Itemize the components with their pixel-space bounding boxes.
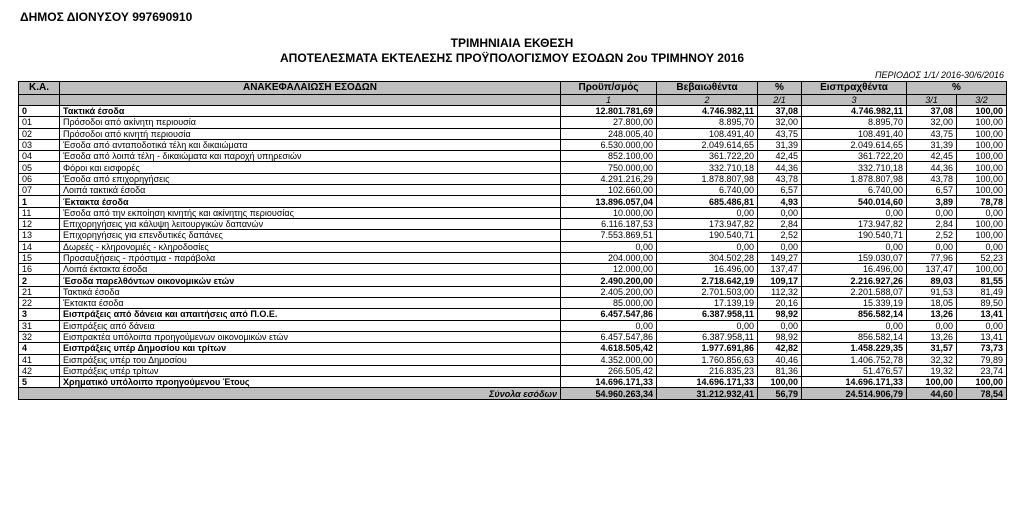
cell-pct-2-1: 109,17 [758, 275, 802, 286]
cell-pct-3-2: 100,00 [957, 162, 1007, 173]
cell-pct-3-1: 0,00 [907, 241, 957, 252]
cell-collected: 159.030,07 [802, 252, 907, 263]
cell-pct-3-1: 3,89 [907, 196, 957, 207]
cell-pct-2-1: 0,00 [758, 241, 802, 252]
cell-pct-3-2: 100,00 [957, 185, 1007, 196]
cell-pct-3-2: 13,41 [957, 309, 1007, 320]
cell-pct-2-1: 42,45 [758, 151, 802, 162]
cell-budget: 2.490.200,00 [561, 275, 657, 286]
cell-pct-3-1: 0,00 [907, 207, 957, 218]
cell-pct-3-1: 13,26 [907, 309, 957, 320]
cell-ka: 2 [19, 275, 60, 286]
table-row [19, 230, 1007, 241]
cell-ka: 3 [19, 309, 60, 320]
cell-certified: 0,00 [657, 207, 758, 218]
col-header-collected: Εισπραχθέντα [802, 82, 907, 95]
cell-ka: 1 [19, 196, 60, 207]
cell-pct-2-1: 4,93 [758, 196, 802, 207]
cell-description: Προσαυξήσεις - πρόστιμα - παράβολα [60, 252, 561, 263]
cell-certified: 2.049.614,65 [657, 139, 758, 150]
report-period: ΠΕΡΙΟΔΟΣ 1/1/ 2016-30/6/2016 [875, 70, 1004, 80]
cell-pct-3-2: 100,00 [957, 128, 1007, 139]
cell-certified: 1.760.856,63 [657, 354, 758, 365]
cell-certified: 108.491,40 [657, 128, 758, 139]
cell-collected: 540.014,60 [802, 196, 907, 207]
cell-pct-2-1: 112,32 [758, 286, 802, 297]
cell-description: Πρόσοδοι από ακίνητη περιουσία [60, 117, 561, 128]
cell-ka: 01 [19, 117, 60, 128]
cell-budget: 6.116.187,53 [561, 218, 657, 229]
table-row [19, 185, 1007, 196]
cell-description: Εισπράξεις από δάνεια και απαιτήσεις από Π.Ο.Ε. [60, 309, 561, 320]
cell-certified: 6.387.958,11 [657, 309, 758, 320]
cell-pct-3-2: 100,00 [957, 139, 1007, 150]
cell-description: Εισπράξεις υπέρ τρίτων [60, 365, 561, 376]
cell-certified: 6.387.958,11 [657, 331, 758, 342]
col-header-description: ΑΝΑΚΕΦΑΛΑΙΩΣΗ ΕΣΟΔΩΝ [60, 82, 561, 95]
cell-pct-3-2: 100,00 [957, 230, 1007, 241]
cell-collected: 8.895,70 [802, 117, 907, 128]
cell-pct-3-2: 0,00 [957, 241, 1007, 252]
cell-pct-3-1: 31,39 [907, 139, 957, 150]
cell-pct-3-2: 100,00 [957, 377, 1007, 388]
cell-description: Έσοδα από ανταποδοτικά τέλη και δικαιώματα [60, 139, 561, 150]
cell-pct-2-1: 31,39 [758, 139, 802, 150]
cell-certified: 1.878.807,98 [657, 173, 758, 184]
cell-certified: 0,00 [657, 320, 758, 331]
table-row [19, 117, 1007, 128]
table-body [19, 106, 1007, 388]
cell-pct-2-1: 40,46 [758, 354, 802, 365]
cell-pct-3-1: 43,75 [907, 128, 957, 139]
cell-budget: 852.100,00 [561, 151, 657, 162]
cell-pct-3-2: 89,50 [957, 298, 1007, 309]
cell-pct-3-1: 91,53 [907, 286, 957, 297]
cell-certified: 173.947,82 [657, 218, 758, 229]
cell-pct-3-1: 89,03 [907, 275, 957, 286]
cell-pct-2-1: 20,16 [758, 298, 802, 309]
cell-pct-3-1: 31,57 [907, 343, 957, 354]
totals-certified: 31.212.932,41 [657, 388, 758, 399]
table-row [19, 320, 1007, 331]
cell-ka: 41 [19, 354, 60, 365]
subheader-certified: 2 [657, 95, 758, 106]
cell-budget: 12.801.781,69 [561, 106, 657, 117]
cell-ka: 12 [19, 218, 60, 229]
revenue-table [18, 81, 1007, 400]
cell-description: Λοιπά τακτικά έσοδα [60, 185, 561, 196]
cell-pct-2-1: 2,84 [758, 218, 802, 229]
cell-description: Έσοδα από την εκποίηση κινητής και ακίνητης περιουσίας [60, 207, 561, 218]
cell-pct-3-2: 23,74 [957, 365, 1007, 376]
cell-ka: 11 [19, 207, 60, 218]
table-row [19, 196, 1007, 207]
cell-certified: 685.486,81 [657, 196, 758, 207]
cell-budget: 85.000,00 [561, 298, 657, 309]
cell-collected: 51.476,57 [802, 365, 907, 376]
cell-pct-3-2: 100,00 [957, 264, 1007, 275]
totals-budget: 54.960.263,34 [561, 388, 657, 399]
cell-collected: 15.339,19 [802, 298, 907, 309]
subheader-budget: 1 [561, 95, 657, 106]
cell-pct-3-1: 137,47 [907, 264, 957, 275]
cell-budget: 750.000,00 [561, 162, 657, 173]
cell-pct-3-1: 43,78 [907, 173, 957, 184]
cell-budget: 4.352.000,00 [561, 354, 657, 365]
table-row [19, 264, 1007, 275]
cell-budget: 6.530.000,00 [561, 139, 657, 150]
totals-row [19, 388, 1007, 399]
cell-budget: 4.291.216,29 [561, 173, 657, 184]
cell-ka: 15 [19, 252, 60, 263]
cell-description: Δωρεές - κληρονομιές - κληροδοσίες [60, 241, 561, 252]
cell-collected: 361.722,20 [802, 151, 907, 162]
cell-ka: 5 [19, 377, 60, 388]
subheader-collected: 3 [802, 95, 907, 106]
table-row [19, 241, 1007, 252]
table-row [19, 162, 1007, 173]
cell-budget: 2.405.200,00 [561, 286, 657, 297]
cell-pct-2-1: 44,36 [758, 162, 802, 173]
cell-ka: 06 [19, 173, 60, 184]
totals-pct-3-2: 78,54 [957, 388, 1007, 399]
cell-ka: 16 [19, 264, 60, 275]
cell-description: Πρόσοδοι από κινητή περιουσία [60, 128, 561, 139]
cell-certified: 17.139,19 [657, 298, 758, 309]
cell-pct-2-1: 100,00 [758, 377, 802, 388]
cell-pct-3-1: 42,45 [907, 151, 957, 162]
cell-collected: 1.406.752,78 [802, 354, 907, 365]
table-row [19, 343, 1007, 354]
cell-collected: 2.049.614,65 [802, 139, 907, 150]
col-header-pct2: % [907, 82, 1007, 95]
cell-certified: 2.701.503,00 [657, 286, 758, 297]
cell-budget: 248.005,40 [561, 128, 657, 139]
cell-ka: 02 [19, 128, 60, 139]
cell-pct-2-1: 43,75 [758, 128, 802, 139]
cell-pct-3-1: 32,00 [907, 117, 957, 128]
cell-budget: 12.000,00 [561, 264, 657, 275]
cell-description: Έκτακτα έσοδα [60, 196, 561, 207]
cell-pct-2-1: 32,00 [758, 117, 802, 128]
cell-collected: 4.746.982,11 [802, 106, 907, 117]
cell-pct-3-1: 32,32 [907, 354, 957, 365]
cell-pct-2-1: 43,78 [758, 173, 802, 184]
cell-pct-2-1: 42,82 [758, 343, 802, 354]
cell-budget: 204.000,00 [561, 252, 657, 263]
cell-pct-3-2: 100,00 [957, 218, 1007, 229]
cell-pct-2-1: 81,36 [758, 365, 802, 376]
cell-certified: 16.496,00 [657, 264, 758, 275]
cell-budget: 0,00 [561, 320, 657, 331]
cell-pct-3-2: 0,00 [957, 207, 1007, 218]
table-row [19, 151, 1007, 162]
cell-pct-3-1: 2,84 [907, 218, 957, 229]
cell-pct-3-1: 2,52 [907, 230, 957, 241]
cell-pct-3-2: 13,41 [957, 331, 1007, 342]
cell-pct-2-1: 6,57 [758, 185, 802, 196]
table-row [19, 252, 1007, 263]
cell-pct-3-2: 73,73 [957, 343, 1007, 354]
cell-ka: 0 [19, 106, 60, 117]
cell-collected: 173.947,82 [802, 218, 907, 229]
cell-description: Εισπρακτέα υπόλοιπα προηγούμενων οικονομικών ετών [60, 331, 561, 342]
cell-pct-3-1: 0,00 [907, 320, 957, 331]
table-row [19, 139, 1007, 150]
cell-description: Εισπράξεις από δάνεια [60, 320, 561, 331]
report-title: ΤΡΙΜΗΝΙΑΙΑ ΕΚΘΕΣΗ [450, 36, 574, 50]
cell-ka: 05 [19, 162, 60, 173]
cell-description: Έκτακτα έσοδα [60, 298, 561, 309]
totals-pct-3-1: 44,60 [907, 388, 957, 399]
totals-pct-2-1: 56,79 [758, 388, 802, 399]
col-header-pct1: % [758, 82, 802, 95]
table-row [19, 218, 1007, 229]
table-row [19, 275, 1007, 286]
cell-collected: 856.582,14 [802, 331, 907, 342]
cell-collected: 1.458.229,35 [802, 343, 907, 354]
cell-certified: 361.722,20 [657, 151, 758, 162]
cell-collected: 2.201.588,07 [802, 286, 907, 297]
cell-ka: 14 [19, 241, 60, 252]
cell-pct-2-1: 98,92 [758, 331, 802, 342]
cell-certified: 14.696.171,33 [657, 377, 758, 388]
subheader-blank [60, 95, 561, 106]
report-subtitle: ΑΠΟΤΕΛΕΣΜΑΤΑ ΕΚΤΕΛΕΣΗΣ ΠΡΟΫΠΟΛΟΓΙΣΜΟΥ ΕΣΟΔΩΝ 2ου ΤΡΙΜΗΝΟΥ 2016 [280, 51, 744, 65]
cell-pct-3-2: 79,89 [957, 354, 1007, 365]
cell-pct-3-2: 52,23 [957, 252, 1007, 263]
col-header-budget: Προϋπ/σμός [561, 82, 657, 95]
cell-pct-3-2: 100,00 [957, 106, 1007, 117]
cell-pct-3-1: 100,00 [907, 377, 957, 388]
cell-budget: 7.553.869,51 [561, 230, 657, 241]
col-header-certified: Βεβαιωθέντα [657, 82, 758, 95]
cell-budget: 6.457.547,86 [561, 309, 657, 320]
cell-pct-3-2: 81,49 [957, 286, 1007, 297]
cell-pct-2-1: 137,47 [758, 264, 802, 275]
cell-budget: 27.800,00 [561, 117, 657, 128]
cell-pct-3-1: 18,05 [907, 298, 957, 309]
cell-budget: 102.660,00 [561, 185, 657, 196]
cell-budget: 4.618.505,42 [561, 343, 657, 354]
subheader-pct1: 2/1 [758, 95, 802, 106]
cell-pct-3-2: 100,00 [957, 173, 1007, 184]
cell-description: Έσοδα από λοιπά τέλη - δικαιώματα και παροχή υπηρεσιών [60, 151, 561, 162]
cell-collected: 0,00 [802, 320, 907, 331]
cell-certified: 2.718.642,19 [657, 275, 758, 286]
totals-label: Σύνολα εσόδων [19, 388, 561, 399]
cell-pct-2-1: 0,00 [758, 320, 802, 331]
organization-name: ΔΗΜΟΣ ΔΙΟΝΥΣΟΥ 997690910 [20, 10, 193, 24]
cell-pct-3-2: 78,78 [957, 196, 1007, 207]
cell-certified: 1.977.691,86 [657, 343, 758, 354]
cell-collected: 190.540,71 [802, 230, 907, 241]
cell-pct-3-2: 0,00 [957, 320, 1007, 331]
cell-ka: 22 [19, 298, 60, 309]
cell-certified: 190.540,71 [657, 230, 758, 241]
cell-description: Χρηματικό υπόλοιπο προηγούμενου Έτους [60, 377, 561, 388]
cell-pct-3-1: 19,32 [907, 365, 957, 376]
cell-description: Φόροι και εισφορές [60, 162, 561, 173]
table-row [19, 331, 1007, 342]
totals-collected: 24.514.906,79 [802, 388, 907, 399]
cell-description: Επιχορηγήσεις για κάλυψη λειτουργικών δαπανών [60, 218, 561, 229]
cell-pct-3-1: 44,36 [907, 162, 957, 173]
cell-ka: 32 [19, 331, 60, 342]
cell-pct-2-1: 2,52 [758, 230, 802, 241]
cell-description: Τακτικά έσοδα [60, 106, 561, 117]
cell-certified: 304.502,28 [657, 252, 758, 263]
cell-certified: 0,00 [657, 241, 758, 252]
table-row [19, 207, 1007, 218]
cell-collected: 332.710,18 [802, 162, 907, 173]
cell-description: Τακτικά έσοδα [60, 286, 561, 297]
cell-description: Επιχορηγήσεις για επενδυτικές δαπάνες [60, 230, 561, 241]
cell-ka: 13 [19, 230, 60, 241]
cell-pct-3-1: 37,08 [907, 106, 957, 117]
cell-pct-2-1: 0,00 [758, 207, 802, 218]
cell-description: Εισπράξεις υπέρ του Δημοσίου [60, 354, 561, 365]
cell-description: Έσοδα παρελθόντων οικονομικών ετών [60, 275, 561, 286]
cell-ka: 42 [19, 365, 60, 376]
cell-budget: 10.000,00 [561, 207, 657, 218]
cell-budget: 13.896.057,04 [561, 196, 657, 207]
cell-certified: 216.835,23 [657, 365, 758, 376]
col-header-ka: Κ.Α. [19, 82, 60, 95]
cell-pct-3-2: 100,00 [957, 151, 1007, 162]
cell-ka: 21 [19, 286, 60, 297]
cell-ka: 4 [19, 343, 60, 354]
cell-collected: 14.696.171,33 [802, 377, 907, 388]
cell-budget: 14.696.171,33 [561, 377, 657, 388]
cell-pct-2-1: 37,08 [758, 106, 802, 117]
cell-collected: 16.496,00 [802, 264, 907, 275]
cell-description: Εισπράξεις υπέρ Δημοσίου και τρίτων [60, 343, 561, 354]
cell-budget: 0,00 [561, 241, 657, 252]
subheader-blank [19, 95, 60, 106]
cell-description: Έσοδα από επιχορηγήσεις [60, 173, 561, 184]
cell-ka: 07 [19, 185, 60, 196]
cell-certified: 4.746.982,11 [657, 106, 758, 117]
cell-description: Λοιπά έκτακτα έσοδα [60, 264, 561, 275]
cell-collected: 108.491,40 [802, 128, 907, 139]
cell-collected: 0,00 [802, 207, 907, 218]
cell-pct-3-1: 77,96 [907, 252, 957, 263]
subheader-pct2a: 3/1 [907, 95, 957, 106]
cell-pct-2-1: 98,92 [758, 309, 802, 320]
cell-collected: 2.216.927,26 [802, 275, 907, 286]
table-row [19, 286, 1007, 297]
cell-pct-2-1: 149,27 [758, 252, 802, 263]
cell-collected: 856.582,14 [802, 309, 907, 320]
cell-certified: 332.710,18 [657, 162, 758, 173]
cell-collected: 0,00 [802, 241, 907, 252]
cell-ka: 03 [19, 139, 60, 150]
table-row [19, 365, 1007, 376]
cell-budget: 6.457.547,86 [561, 331, 657, 342]
table-row [19, 173, 1007, 184]
cell-budget: 266.505,42 [561, 365, 657, 376]
cell-pct-3-1: 13,26 [907, 331, 957, 342]
table-row [19, 377, 1007, 388]
table-row [19, 354, 1007, 365]
cell-certified: 6.740,00 [657, 185, 758, 196]
table-row [19, 128, 1007, 139]
cell-certified: 8.895,70 [657, 117, 758, 128]
cell-collected: 1.878.807,98 [802, 173, 907, 184]
cell-collected: 6.740,00 [802, 185, 907, 196]
cell-pct-3-2: 100,00 [957, 117, 1007, 128]
table-row [19, 309, 1007, 320]
table-row [19, 106, 1007, 117]
subheader-pct2b: 3/2 [957, 95, 1007, 106]
table-row [19, 298, 1007, 309]
cell-ka: 04 [19, 151, 60, 162]
cell-ka: 31 [19, 320, 60, 331]
cell-pct-3-2: 81,55 [957, 275, 1007, 286]
cell-pct-3-1: 6,57 [907, 185, 957, 196]
